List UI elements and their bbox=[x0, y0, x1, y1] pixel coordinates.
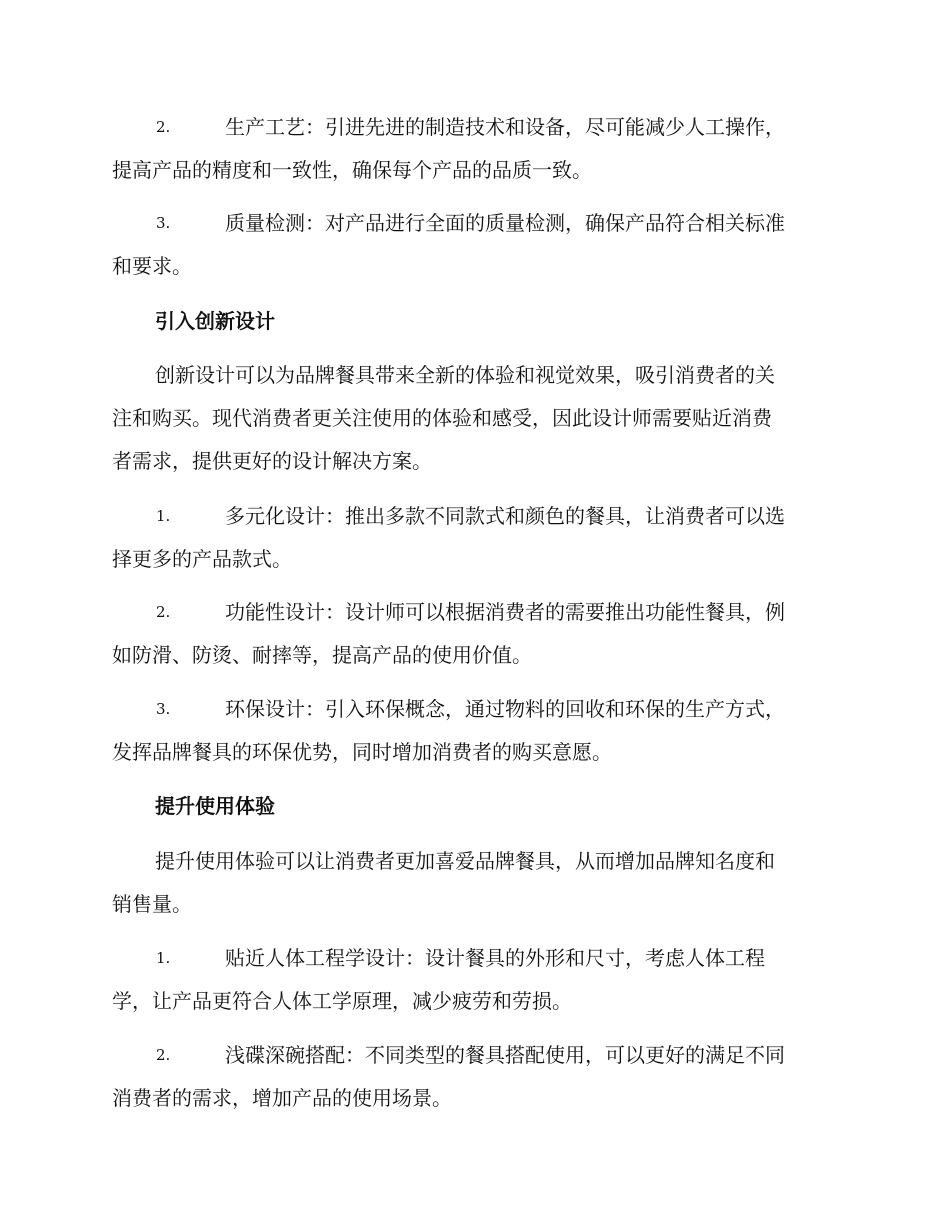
list-item bbox=[112, 937, 838, 1023]
list-text-line: 提高产品的精度和一致性，确保每个产品的品质一致。 bbox=[112, 158, 592, 182]
list-item bbox=[112, 495, 838, 581]
list-number: 3. bbox=[156, 700, 171, 718]
list-text-line: 和要求。 bbox=[112, 254, 192, 278]
list-text-line: 生产工艺：引进先进的制造技术和设备，尽可能减少人工操作， bbox=[225, 115, 785, 139]
list-item bbox=[112, 591, 838, 677]
list-text-line: 环保设计：引入环保概念，通过物料的回收和环保的生产方式， bbox=[225, 697, 785, 721]
section-heading: 引入创新设计 bbox=[155, 309, 275, 333]
body-paragraph bbox=[112, 840, 838, 926]
paragraph-line: 创新设计可以为品牌餐具带来全新的体验和视觉效果，吸引消费者的关 bbox=[155, 363, 775, 387]
list-text-line: 功能性设计：设计师可以根据消费者的需要推出功能性餐具，例 bbox=[225, 600, 785, 624]
list-number: 1. bbox=[156, 949, 171, 967]
list-text-line: 学，让产品更符合人体工学原理，减少疲劳和劳损。 bbox=[112, 989, 572, 1013]
list-text-line: 发挥品牌餐具的环保优势，同时增加消费者的购买意愿。 bbox=[112, 740, 612, 764]
paragraph-line: 提升使用体验可以让消费者更加喜爱品牌餐具，从而增加品牌知名度和 bbox=[155, 849, 775, 873]
list-text-line: 消费者的需求，增加产品的使用场景。 bbox=[112, 1086, 452, 1110]
list-text-line: 浅碟深碗搭配：不同类型的餐具搭配使用，可以更好的满足不同 bbox=[225, 1043, 785, 1067]
paragraph-line: 销售量。 bbox=[112, 892, 192, 916]
list-number: 2. bbox=[156, 603, 171, 621]
list-number: 2. bbox=[156, 118, 171, 136]
body-paragraph bbox=[112, 354, 838, 483]
list-item bbox=[112, 106, 838, 192]
list-text-line: 贴近人体工程学设计：设计餐具的外形和尺寸，考虑人体工程 bbox=[225, 946, 765, 970]
list-text-line: 质量检测：对产品进行全面的质量检测，确保产品符合相关标准 bbox=[225, 211, 785, 235]
list-item bbox=[112, 1034, 838, 1120]
paragraph-line: 者需求，提供更好的设计解决方案。 bbox=[112, 449, 432, 473]
list-number: 2. bbox=[156, 1046, 171, 1064]
list-text-line: 择更多的产品款式。 bbox=[112, 547, 292, 571]
list-item bbox=[112, 202, 838, 288]
paragraph-line: 注和购买。现代消费者更关注使用的体验和感受，因此设计师需要贴近消费 bbox=[112, 406, 772, 430]
section-heading: 提升使用体验 bbox=[155, 794, 275, 818]
list-number: 1. bbox=[156, 507, 171, 525]
list-number: 3. bbox=[156, 214, 171, 232]
list-text-line: 多元化设计：推出多款不同款式和颜色的餐具，让消费者可以选 bbox=[225, 504, 785, 528]
list-text-line: 如防滑、防烫、耐摔等，提高产品的使用价值。 bbox=[112, 643, 532, 667]
list-item bbox=[112, 688, 838, 774]
